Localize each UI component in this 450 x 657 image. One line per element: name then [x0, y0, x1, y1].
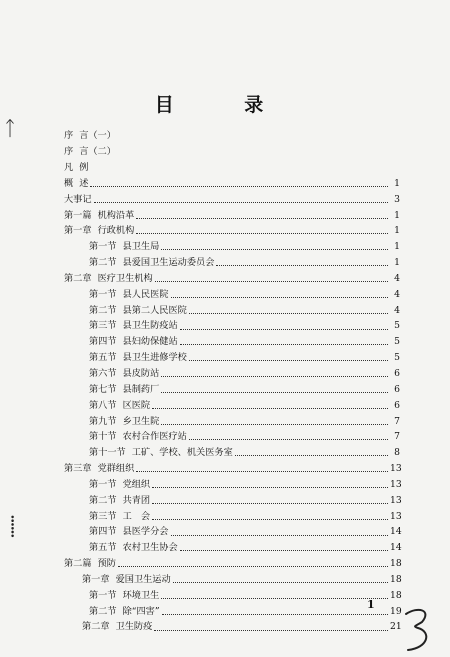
toc-entry-label — [89, 258, 214, 267]
toc-entry — [64, 366, 400, 382]
toc-entry-label — [89, 527, 169, 536]
toc-section-number: 凡 — [64, 162, 74, 173]
toc-entry-label — [82, 622, 152, 631]
toc-entry — [64, 572, 400, 588]
toc-section-number: 第三节 — [89, 510, 117, 522]
dot-leader — [162, 614, 388, 615]
toc-entry-label — [89, 385, 159, 394]
toc-section-number: 第五节 — [89, 352, 117, 364]
dot-leader — [216, 265, 388, 266]
toc-entry-label — [64, 147, 116, 156]
toc-page-number: 13 — [390, 463, 402, 475]
toc-entry-label — [64, 131, 116, 140]
toc-page-number: 1 — [394, 209, 400, 221]
toc-section-number: 第六节 — [89, 367, 117, 379]
toc-page-number: 21 — [390, 621, 402, 633]
toc-section-number: 序 — [64, 146, 74, 158]
toc-page-number: 19 — [390, 605, 402, 617]
dot-leader — [152, 519, 388, 520]
toc-entry — [64, 207, 400, 223]
dot-leader — [180, 550, 388, 551]
dot-leader — [90, 186, 388, 187]
toc-entry-title: 县卫生局 — [122, 241, 160, 253]
toc-page-number: 4 — [394, 272, 400, 284]
ink-mark: ᛏ — [4, 116, 16, 140]
toc-section-number: 第四节 — [89, 336, 117, 348]
dot-leader — [136, 233, 388, 234]
dot-leader — [155, 281, 388, 282]
ink-mark: ⸽ — [10, 514, 16, 538]
toc-entry-label — [89, 480, 150, 489]
toc-entry-title: 行政机构 — [97, 225, 135, 237]
toc-page-number: 5 — [394, 336, 400, 348]
toc-entry-title: 党群组织 — [97, 463, 135, 475]
handwritten-three-mark — [398, 604, 438, 654]
dot-leader — [152, 487, 388, 488]
dot-leader — [171, 297, 389, 298]
toc-page-number: 7 — [394, 415, 400, 427]
toc-page-number: 18 — [390, 589, 402, 601]
dot-leader — [171, 535, 389, 536]
toc-section-number: 第八节 — [89, 399, 117, 411]
toc-entry — [64, 524, 400, 540]
toc-entry-title: 大事记 — [64, 193, 92, 205]
dot-leader — [154, 630, 388, 631]
toc-section-number: 第十一节 — [89, 447, 126, 459]
toc-page-number: 6 — [394, 367, 400, 379]
toc-entry-title: 除“四害” — [122, 605, 160, 617]
toc-section-number: 第四节 — [89, 526, 117, 538]
toc-section-number: 第一节 — [89, 478, 117, 490]
table-of-contents — [64, 128, 400, 635]
dot-leader — [136, 471, 388, 472]
dot-leader — [173, 582, 388, 583]
toc-page-number: 6 — [394, 399, 400, 411]
toc-page-number: 1 — [394, 177, 400, 189]
toc-entry — [64, 286, 400, 302]
toc-entry-label — [89, 417, 159, 426]
dot-leader — [161, 598, 388, 599]
toc-section-number: 第七节 — [89, 383, 117, 395]
toc-entry-title: 县第二人民医院 — [122, 304, 187, 316]
toc-entry — [64, 160, 400, 176]
toc-entry-title: 医疗卫生机构 — [97, 272, 153, 284]
toc-entry-label — [89, 512, 150, 521]
toc-entry-title: 县爱国卫生运动委员会 — [122, 257, 215, 269]
toc-entry — [64, 223, 400, 239]
toc-entry — [64, 461, 400, 477]
toc-entry — [64, 191, 400, 207]
toc-entry — [64, 445, 400, 461]
toc-entry — [64, 302, 400, 318]
toc-page-number: 14 — [390, 542, 402, 554]
toc-page-number: 13 — [390, 478, 402, 490]
toc-page-number: 1 — [394, 225, 400, 237]
toc-entry-title: 县卫生进修学校 — [122, 352, 187, 364]
toc-page-number: 1 — [394, 241, 400, 253]
toc-entry-label — [89, 306, 187, 315]
toc-page-number: 4 — [394, 288, 400, 300]
toc-entry-label — [64, 195, 92, 204]
toc-section-number: 第一节 — [89, 241, 117, 253]
toc-entry — [64, 492, 400, 508]
dot-leader — [189, 313, 388, 314]
toc-section-number: 第二篇 — [64, 558, 92, 570]
toc-entry — [64, 540, 400, 556]
page-number: 1 — [367, 598, 375, 611]
toc-entry — [64, 508, 400, 524]
toc-entry — [64, 397, 400, 413]
toc-section-number: 第五节 — [89, 542, 117, 554]
toc-entry-title: 县卫生防疫站 — [122, 320, 178, 332]
dot-leader — [180, 329, 388, 330]
toc-section-number: 第一章 — [64, 225, 92, 237]
toc-section-number: 第一篇 — [64, 209, 92, 221]
dot-leader — [118, 566, 388, 567]
toc-page-number: 14 — [390, 526, 402, 538]
toc-section-number: 第九节 — [89, 415, 117, 427]
dot-leader — [136, 218, 388, 219]
toc-entry-title: 乡卫生院 — [122, 415, 160, 427]
toc-entry-title: 县人民医院 — [122, 288, 169, 300]
toc-section-number: 第三章 — [64, 463, 92, 475]
toc-entry-title: 农村合作医疗站 — [122, 431, 187, 443]
toc-section-number: 第二节 — [89, 257, 117, 269]
toc-entry — [64, 413, 400, 429]
toc-entry — [64, 255, 400, 271]
toc-page-number: 5 — [394, 352, 400, 364]
dot-leader — [161, 424, 388, 425]
toc-section-number: 第二节 — [89, 494, 117, 506]
toc-entry — [64, 382, 400, 398]
dot-leader — [161, 376, 388, 377]
toc-entry-label — [89, 290, 169, 299]
toc-section-number: 第二章 — [64, 272, 92, 284]
toc-section-number: 第二节 — [89, 605, 117, 617]
toc-section-number: 第一节 — [89, 589, 117, 601]
dot-leader — [152, 503, 388, 504]
toc-entry — [64, 587, 400, 603]
toc-entry — [64, 144, 400, 160]
dot-leader — [235, 455, 388, 456]
toc-entry — [64, 429, 400, 445]
toc-entry-label — [89, 401, 150, 410]
toc-entry — [64, 556, 400, 572]
dot-leader — [189, 439, 388, 440]
dot-leader — [180, 344, 388, 345]
toc-entry-label — [89, 496, 150, 505]
toc-entry-title: 言（一） — [79, 130, 116, 142]
toc-section-number: 第三节 — [89, 320, 117, 332]
dot-leader — [152, 408, 388, 409]
toc-page-number: 18 — [390, 573, 402, 585]
toc-entry-label — [64, 274, 153, 283]
toc-entry-title: 县妇幼保健站 — [122, 336, 178, 348]
toc-entry-title: 县医学分会 — [122, 526, 169, 538]
toc-section-number: 第十节 — [89, 431, 117, 443]
toc-entry-label — [89, 337, 178, 346]
toc-entry — [64, 318, 400, 334]
toc-page-number: 4 — [394, 304, 400, 316]
toc-entry-label — [64, 464, 134, 473]
toc-entry-title: 爱国卫生运动 — [115, 573, 171, 585]
toc-page-number: 6 — [394, 383, 400, 395]
toc-page-number: 18 — [390, 558, 402, 570]
toc-entry — [64, 176, 400, 192]
toc-entry-label — [64, 211, 134, 220]
toc-entry-label — [64, 179, 88, 188]
toc-entry — [64, 271, 400, 287]
toc-page-number: 13 — [390, 494, 402, 506]
toc-entry-label — [89, 543, 178, 552]
toc-entry-label — [89, 607, 160, 616]
page-title: 目 录 — [154, 94, 296, 116]
toc-entry — [64, 619, 400, 635]
toc-entry-title: 农村卫生协会 — [122, 542, 178, 554]
toc-entry — [64, 350, 400, 366]
toc-page-number: 7 — [394, 431, 400, 443]
toc-page-number: 13 — [390, 510, 402, 522]
toc-entry-title: 述 — [79, 177, 89, 189]
dot-leader — [189, 360, 388, 361]
toc-entry-label — [89, 591, 159, 600]
toc-entry — [64, 603, 400, 619]
toc-entry-label — [89, 432, 187, 441]
toc-entry — [64, 334, 400, 350]
toc-entry-label — [89, 321, 178, 330]
toc-entry-label — [64, 163, 88, 172]
toc-page-number: 8 — [394, 447, 400, 459]
toc-entry-title: 县制药厂 — [122, 383, 160, 395]
toc-entry — [64, 239, 400, 255]
toc-entry-label — [89, 353, 187, 362]
toc-entry-title: 区医院 — [122, 399, 151, 411]
toc-entry-title: 例 — [79, 162, 89, 173]
toc-entry-label — [82, 575, 171, 584]
toc-entry-label — [64, 559, 116, 568]
toc-section-number: 序 — [64, 130, 74, 142]
dot-leader — [161, 249, 388, 250]
toc-entry-title: 环境卫生 — [122, 589, 160, 601]
toc-section-number: 第一章 — [82, 573, 110, 585]
toc-entry-label — [89, 242, 159, 251]
toc-entry-title: 机构沿革 — [97, 209, 135, 221]
toc-entry-title: 县皮防站 — [122, 367, 160, 379]
toc-entry-title: 言（二） — [79, 146, 116, 158]
toc-section-number: 第二章 — [82, 621, 110, 633]
toc-page-number: 3 — [394, 193, 400, 205]
toc-entry-title: 工矿、学校、机关医务室 — [131, 447, 233, 459]
toc-entry — [64, 128, 400, 144]
toc-section-number: 第一节 — [89, 288, 117, 300]
toc-section-number: 概 — [64, 177, 74, 189]
toc-section-number: 第二节 — [89, 304, 117, 316]
toc-entry — [64, 477, 400, 493]
toc-entry-title: 党组织 — [122, 478, 151, 490]
toc-entry-title: 卫生防疫 — [115, 621, 153, 633]
toc-entry-label — [89, 369, 159, 378]
toc-entry-label — [64, 226, 134, 235]
toc-entry-title: 预防 — [97, 558, 116, 570]
toc-page-number: 1 — [394, 257, 400, 269]
toc-entry-label — [89, 448, 233, 457]
dot-leader — [161, 392, 388, 393]
dot-leader — [94, 202, 388, 203]
toc-entry-title: 共青团 — [122, 494, 151, 506]
toc-page-number: 5 — [394, 320, 400, 332]
toc-entry-title: 工 会 — [122, 510, 151, 522]
